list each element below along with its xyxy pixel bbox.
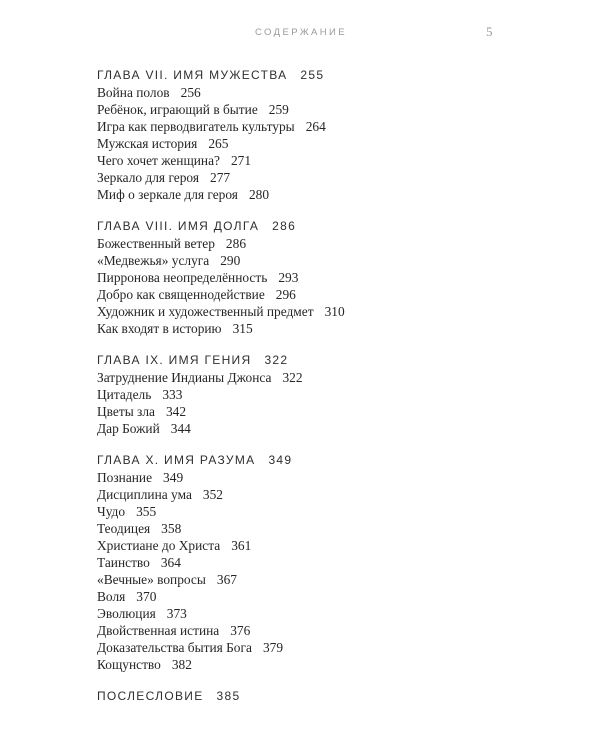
entry-title: Художник и художественный предмет bbox=[97, 304, 314, 319]
entry-page-number: 364 bbox=[160, 555, 181, 570]
toc-entry[interactable] bbox=[97, 639, 537, 656]
toc-entry[interactable] bbox=[97, 135, 537, 152]
toc-chapter bbox=[97, 352, 537, 437]
toc-entry[interactable] bbox=[97, 84, 537, 101]
chapter-page-number: 322 bbox=[264, 353, 289, 367]
chapter-page-number: 286 bbox=[272, 219, 297, 233]
entry-page-number: 265 bbox=[208, 136, 229, 151]
entry-title: Мужская история bbox=[97, 136, 198, 151]
toc-chapter bbox=[97, 67, 537, 203]
toc-entry[interactable] bbox=[97, 503, 537, 520]
toc-entry[interactable] bbox=[97, 537, 537, 554]
entry-page-number: 342 bbox=[165, 404, 187, 419]
chapter-title: ГЛАВА VII. ИМЯ МУЖЕСТВА bbox=[97, 68, 288, 82]
chapter-heading[interactable] bbox=[97, 67, 537, 84]
chapter-page-number: 349 bbox=[268, 453, 293, 467]
entry-page-number: 290 bbox=[220, 253, 241, 268]
entry-page-number: 382 bbox=[171, 657, 192, 672]
chapter-page-number: 255 bbox=[300, 68, 325, 82]
toc-entry[interactable] bbox=[97, 369, 537, 386]
toc-entry[interactable] bbox=[97, 152, 537, 169]
toc-entry[interactable] bbox=[97, 101, 537, 118]
entry-page-number: 310 bbox=[324, 304, 345, 319]
entry-title: Миф о зеркале для героя bbox=[97, 187, 238, 202]
entry-page-number: 293 bbox=[278, 270, 299, 285]
toc-entry[interactable] bbox=[97, 186, 537, 203]
table-of-contents bbox=[97, 67, 537, 720]
toc-entry[interactable] bbox=[97, 571, 537, 588]
entry-title: Ребёнок, играющий в бытие bbox=[97, 102, 258, 117]
entry-page-number: 271 bbox=[230, 153, 252, 168]
chapter-title: ГЛАВА X. ИМЯ РАЗУМА bbox=[97, 453, 256, 467]
toc-entry[interactable] bbox=[97, 269, 537, 286]
entry-page-number: 259 bbox=[268, 102, 289, 117]
toc-chapter bbox=[97, 452, 537, 673]
entry-title: Кощунство bbox=[97, 657, 161, 672]
entry-title: Цветы зла bbox=[97, 404, 155, 419]
entry-page-number: 264 bbox=[305, 119, 326, 134]
entry-title: «Вечные» вопросы bbox=[97, 572, 206, 587]
chapter-title: ГЛАВА IX. ИМЯ ГЕНИЯ bbox=[97, 353, 252, 367]
chapter-page-number: 385 bbox=[216, 689, 241, 703]
toc-entry[interactable] bbox=[97, 656, 537, 673]
entry-title: Двойственная истина bbox=[97, 623, 220, 638]
running-title: СОДЕРЖАНИЕ bbox=[255, 27, 347, 38]
entry-page-number: 355 bbox=[136, 504, 157, 519]
entry-page-number: 361 bbox=[231, 538, 252, 553]
toc-chapter bbox=[97, 688, 537, 705]
toc-entry[interactable] bbox=[97, 303, 537, 320]
toc-entry[interactable] bbox=[97, 420, 537, 437]
chapter-heading[interactable] bbox=[97, 352, 537, 369]
toc-entry[interactable] bbox=[97, 118, 537, 135]
entry-title: Затруднение Индианы Джонса bbox=[97, 370, 272, 385]
toc-entry[interactable] bbox=[97, 403, 537, 420]
entry-title: Игра как перводвигатель культуры bbox=[97, 119, 295, 134]
chapter-heading[interactable] bbox=[97, 452, 537, 469]
toc-entry[interactable] bbox=[97, 486, 537, 503]
chapter-title: ПОСЛЕСЛОВИЕ bbox=[97, 689, 204, 703]
entry-page-number: 280 bbox=[248, 187, 270, 202]
entry-title: Познание bbox=[97, 470, 153, 485]
entry-title: Зеркало для героя bbox=[97, 170, 199, 185]
entry-page-number: 256 bbox=[180, 85, 201, 100]
entry-page-number: 286 bbox=[225, 236, 247, 251]
toc-entry[interactable] bbox=[97, 469, 537, 486]
entry-title: Чего хочет женщина? bbox=[97, 153, 220, 168]
toc-chapter bbox=[97, 218, 537, 337]
entry-page-number: 333 bbox=[162, 387, 183, 402]
page-header bbox=[0, 24, 600, 43]
toc-entry[interactable] bbox=[97, 588, 537, 605]
entry-title: «Медвежья» услуга bbox=[97, 253, 210, 268]
toc-entry[interactable] bbox=[97, 252, 537, 269]
entry-page-number: 373 bbox=[166, 606, 187, 621]
entry-page-number: 322 bbox=[282, 370, 303, 385]
entry-title: Добро как священнодействие bbox=[97, 287, 265, 302]
entry-title: Доказательства бытия Бога bbox=[97, 640, 252, 655]
entry-title: Теодицея bbox=[97, 521, 151, 536]
entry-title: Цитадель bbox=[97, 387, 152, 402]
entry-page-number: 379 bbox=[262, 640, 284, 655]
entry-title: Эволюция bbox=[97, 606, 156, 621]
page-number: 5 bbox=[486, 24, 493, 39]
entry-page-number: 370 bbox=[136, 589, 157, 604]
entry-title: Пирронова неопределённость bbox=[97, 270, 268, 285]
toc-entry[interactable] bbox=[97, 235, 537, 252]
entry-title: Чудо bbox=[97, 504, 126, 519]
toc-entry[interactable] bbox=[97, 554, 537, 571]
entry-page-number: 315 bbox=[232, 321, 253, 336]
toc-entry[interactable] bbox=[97, 622, 537, 639]
entry-page-number: 349 bbox=[163, 470, 184, 485]
entry-title: Как входят в историю bbox=[97, 321, 222, 336]
chapter-title: ГЛАВА VIII. ИМЯ ДОЛГА bbox=[97, 219, 260, 233]
entry-title: Война полов bbox=[97, 85, 170, 100]
entry-page-number: 296 bbox=[275, 287, 296, 302]
toc-entry[interactable] bbox=[97, 520, 537, 537]
entry-title: Воля bbox=[97, 589, 126, 604]
entry-page-number: 352 bbox=[202, 487, 223, 502]
entry-page-number: 344 bbox=[170, 421, 191, 436]
entry-page-number: 367 bbox=[216, 572, 237, 587]
toc-entry[interactable] bbox=[97, 386, 537, 403]
entry-title: Божественный ветер bbox=[97, 236, 215, 251]
entry-title: Дисциплина ума bbox=[97, 487, 192, 502]
chapter-heading[interactable] bbox=[97, 218, 537, 235]
toc-entry[interactable] bbox=[97, 286, 537, 303]
chapter-heading[interactable] bbox=[97, 688, 537, 705]
entry-title: Дар Божий bbox=[97, 421, 160, 436]
entry-title: Таинство bbox=[97, 555, 150, 570]
toc-entry[interactable] bbox=[97, 169, 537, 186]
entry-page-number: 376 bbox=[230, 623, 251, 638]
entry-page-number: 358 bbox=[161, 521, 182, 536]
toc-entry[interactable] bbox=[97, 605, 537, 622]
entry-title: Христиане до Христа bbox=[97, 538, 221, 553]
entry-page-number: 277 bbox=[210, 170, 231, 185]
toc-entry[interactable] bbox=[97, 320, 537, 337]
